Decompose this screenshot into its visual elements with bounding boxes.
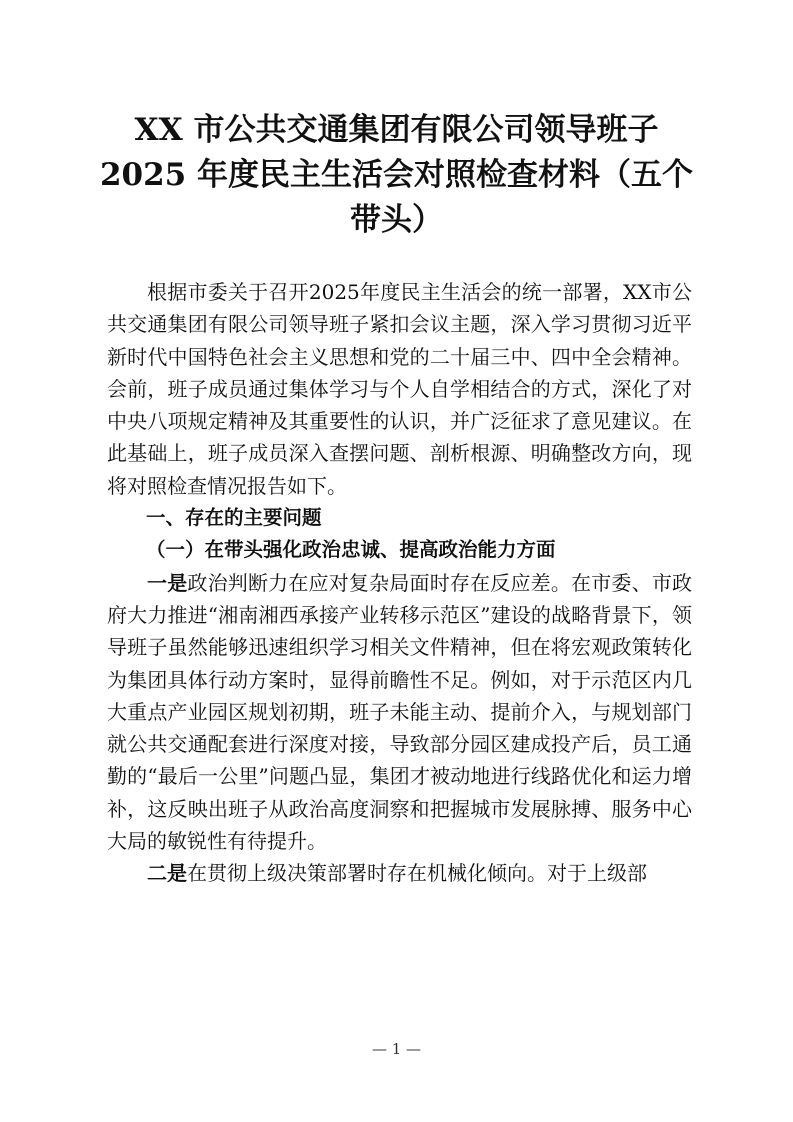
title-line-1: XX 市公共交通集团有限公司领导班子 <box>134 112 659 148</box>
section-heading: 一、存在的主要问题 <box>146 506 322 530</box>
title-line-2: 2025 年度民主生活会对照检查材料（五个 <box>99 157 694 193</box>
point-text-2: 在贯彻上级决策部署时存在机械化倾向。对于上级部 <box>187 861 647 886</box>
point-paragraph-2 <box>107 857 692 889</box>
title-line-3: 带头） <box>350 202 443 238</box>
point-lead-1: 一是 <box>147 570 188 595</box>
document-body <box>107 276 692 890</box>
point-paragraph-1 <box>107 567 692 858</box>
point-lead-2: 二是 <box>147 861 187 886</box>
page-number: — 1 — <box>371 1040 422 1058</box>
point-text-1: 政治判断力在应对复杂局面时存在反应差。在市委、市政府大力推进“湘南湘西承接产业转移示范区”建设的战略背景下，领导班子虽然能够迅速组织学习相关文件精神，但在将宏观政策转化为集团具体行动方案时，显得前瞻性不足。例如，对于示范区内几大重点产业园区规划初期，班子未能主动、提前介入，与规划部门就公共交通配套进行深度对接，导致部分园区建成投产后，员工通勤的“最后一公里”问题凸显，集团才被动地进行线路优化和运力增补，这反映出班子从政治高度洞察和把握城市发展脉搏、服务中心大局的敏锐性有待提升。 <box>107 570 693 854</box>
subsection-heading: （一）在带头强化政治忠诚、提高政治能力方面 <box>146 538 556 562</box>
intro-paragraph: 根据市委关于召开2025年度民主生活会的统一部署，XX市公共交通集团有限公司领导班子紧扣会议主题，深入学习贯彻习近平新时代中国特色社会主义思想和党的二十届三中、四中全会精神。会前，班子成员通过集体学习与个人自学相结合的方式，深化了对中央八项规定精神及其重要性的认识，并广泛征求了意见建议。在此基础上，班子成员深入查摆问题、剖析根源、明确整改方向，现将对照检查情况报告如下。 <box>107 280 692 498</box>
document-title <box>80 108 713 243</box>
